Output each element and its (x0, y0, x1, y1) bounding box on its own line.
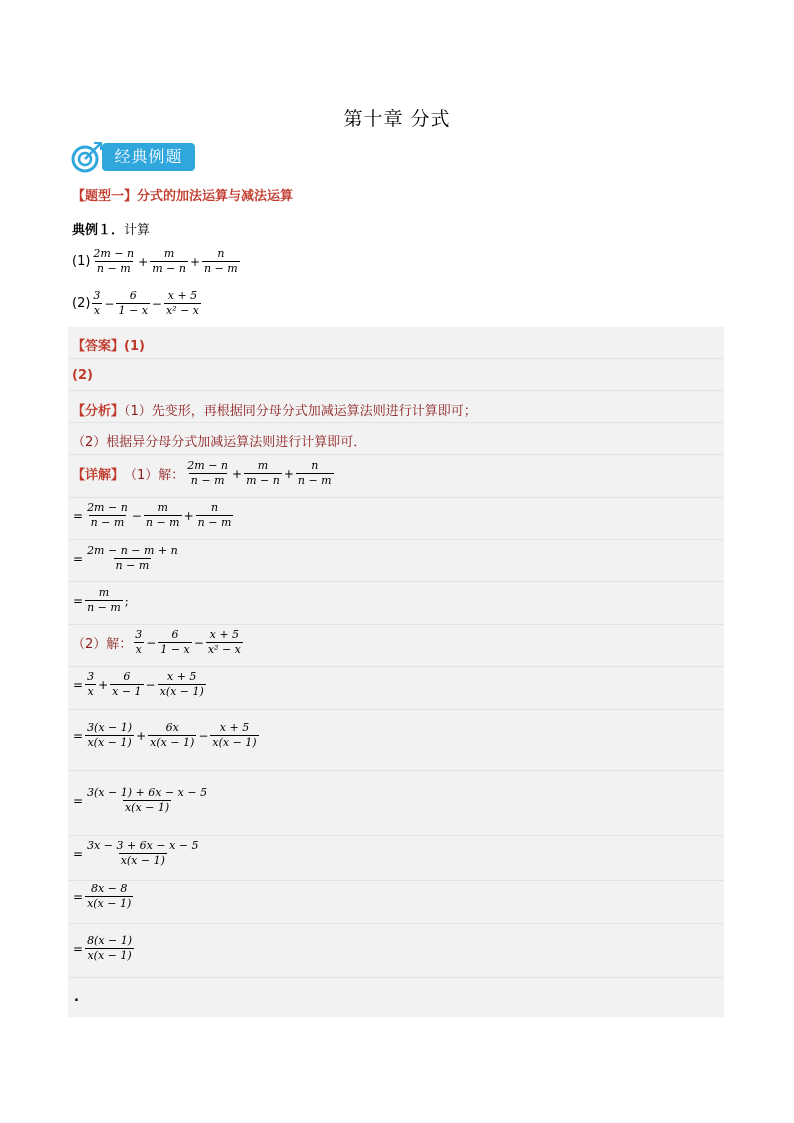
fraction-numerator: 2m − n (87, 501, 128, 514)
analysis-tag: 【分析】 (72, 404, 125, 419)
fraction-denominator: x(x − 1) (120, 854, 165, 867)
fraction (91, 248, 136, 275)
fraction-denominator: x² − x (207, 643, 241, 656)
detail-tag: 【详解】 (72, 468, 125, 483)
fraction-numerator: m (163, 247, 175, 260)
example-prompt: 计算 (124, 223, 151, 238)
fraction (244, 460, 282, 487)
fraction-denominator: x(x − 1) (87, 736, 132, 749)
detail-step-1 (72, 460, 335, 487)
fraction-numerator: m (98, 586, 110, 599)
math-operator: + (136, 728, 147, 743)
detail-step-6 (72, 671, 207, 698)
math-operator: ; (124, 593, 129, 608)
fraction-denominator: x(x − 1) (87, 949, 132, 962)
fraction-numerator: 6x (165, 721, 179, 734)
fraction-denominator: n − m (96, 262, 131, 275)
math-operator: = (73, 677, 84, 692)
fraction-numerator: n (217, 247, 225, 260)
fraction (85, 502, 130, 529)
fraction-numerator: 8x − 8 (90, 882, 128, 895)
fraction-denominator: x(x − 1) (150, 736, 195, 749)
fraction (85, 587, 123, 614)
fraction (85, 722, 134, 749)
fraction-denominator: x (93, 304, 101, 317)
page-title: 第十章 分式 (343, 108, 451, 130)
fraction-denominator: 1 − x (160, 643, 190, 656)
detail-step-11 (72, 935, 135, 962)
fraction-numerator: 6 (171, 628, 179, 641)
fraction-numerator: m (157, 501, 168, 514)
math-operator: = (73, 728, 84, 743)
fraction-numerator: 8(x − 1) (87, 934, 133, 947)
fraction (85, 671, 96, 698)
math-operator: + (232, 466, 243, 481)
question-2 (72, 290, 202, 317)
answer-row (72, 335, 145, 354)
fraction (110, 671, 143, 698)
fraction-denominator: x² − x (165, 304, 199, 317)
fraction (85, 935, 134, 962)
fraction-numerator: 3(x − 1) + 6x − x − 5 (87, 786, 208, 799)
example-label: 典例１． (72, 223, 125, 238)
question-2-label: (2) (72, 296, 91, 311)
fraction-denominator: n − m (297, 474, 332, 487)
math-operator: − (104, 296, 115, 311)
fraction-numerator: 2m − n (93, 247, 135, 260)
fraction-numerator: 6 (129, 289, 137, 302)
fraction-denominator: 1 − x (118, 304, 148, 317)
fraction-denominator: n − m (87, 601, 121, 614)
fraction-numerator: 3 (93, 289, 101, 302)
fraction-numerator: 2m − n − m + n (87, 544, 178, 557)
fraction-denominator: m − n (246, 474, 280, 487)
fraction-denominator: m − n (152, 262, 186, 275)
math-operator: = (73, 593, 84, 608)
math-operator: = (73, 846, 84, 861)
fraction-denominator: n − m (197, 516, 232, 529)
fraction (116, 290, 149, 317)
fraction-denominator: x (87, 685, 94, 698)
fraction-denominator: n − m (190, 474, 225, 487)
math-operator: − (193, 635, 204, 650)
math-operator: − (146, 635, 157, 650)
math-operator: = (73, 941, 84, 956)
math-operator: + (98, 677, 109, 692)
math-operator: + (283, 466, 294, 481)
fraction-denominator: x(x − 1) (87, 897, 132, 910)
fraction-numerator: 6 (123, 670, 131, 683)
detail-end-mark: . (74, 990, 79, 1005)
answer-part-1: (1) (124, 339, 145, 354)
fraction (210, 722, 258, 749)
fraction (91, 290, 102, 317)
fraction (164, 290, 201, 317)
fraction (85, 545, 180, 572)
question-type-heading: 【题型一】分式的加法运算与减法运算 (72, 189, 294, 204)
fraction (144, 502, 182, 529)
fraction (158, 671, 206, 698)
fraction (296, 460, 334, 487)
fraction (206, 629, 243, 656)
math-operator: − (198, 728, 209, 743)
target-icon (70, 140, 104, 174)
math-operator: + (189, 254, 201, 269)
analysis-line-2: （2）根据异分母分式加减运算法则进行计算即可． (72, 435, 367, 450)
fraction-denominator: x (135, 643, 142, 656)
question-1-label: (1) (72, 254, 91, 269)
analysis-line-1: （1）先变形，再根据同分母分式加减运算法则进行计算即可； (124, 404, 477, 419)
analysis-row-1 (72, 400, 477, 419)
fraction (133, 629, 144, 656)
fraction-denominator: x(x − 1) (124, 801, 170, 814)
detail-step-8 (72, 787, 210, 814)
fraction-numerator: x + 5 (209, 628, 240, 641)
fraction (150, 248, 188, 275)
answer-tag: 【答案】 (72, 339, 125, 354)
fraction (85, 883, 133, 910)
detail-step-3 (72, 545, 181, 572)
fraction (202, 248, 240, 275)
math-operator: = (73, 793, 84, 808)
fraction (85, 840, 200, 867)
fraction-denominator: n − m (145, 516, 180, 529)
fraction-numerator: x + 5 (167, 670, 197, 683)
fraction-numerator: 3(x − 1) (87, 721, 133, 734)
answer-part-2: (2) (72, 368, 93, 383)
fraction (196, 502, 234, 529)
detail-step-2 (72, 502, 234, 529)
math-operator: − (145, 677, 156, 692)
fraction (158, 629, 191, 656)
math-operator: + (183, 508, 194, 523)
math-operator: − (131, 508, 142, 523)
fraction-numerator: 3 (135, 628, 143, 641)
fraction-numerator: 3 (87, 670, 95, 683)
fraction (148, 722, 196, 749)
fraction-denominator: n − m (90, 516, 125, 529)
fraction-numerator: 2m − n (187, 459, 229, 472)
fraction-numerator: n (210, 501, 219, 514)
fraction-numerator: x + 5 (167, 289, 198, 302)
math-operator: + (138, 254, 149, 269)
math-operator: = (73, 508, 84, 523)
fraction-denominator: x(x − 1) (212, 736, 257, 749)
detail-step-9 (72, 840, 202, 867)
fraction-denominator: x(x − 1) (159, 685, 204, 698)
detail-step-7 (72, 722, 260, 749)
math-operator: = (73, 551, 84, 566)
fraction-denominator: n − m (204, 262, 238, 275)
detail-part-1-lead: （1）解： (124, 468, 185, 483)
detail-step-5 (72, 629, 244, 656)
detail-step-4 (72, 587, 130, 614)
fraction-numerator: m (257, 459, 269, 472)
math-operator: − (151, 296, 162, 311)
question-1 (72, 248, 241, 275)
detail-part-2-lead: （2）解： (72, 637, 133, 652)
fraction-numerator: x + 5 (219, 721, 250, 734)
fraction-numerator: n (311, 459, 319, 472)
fraction-denominator: x − 1 (112, 685, 142, 698)
section-badge: 经典例题 (102, 143, 195, 171)
fraction (185, 460, 230, 487)
math-operator: = (73, 889, 84, 904)
fraction (85, 787, 209, 814)
example-heading (72, 219, 150, 238)
fraction-denominator: n − m (115, 559, 150, 572)
detail-step-10 (72, 883, 134, 910)
fraction-numerator: 3x − 3 + 6x − x − 5 (87, 839, 199, 852)
